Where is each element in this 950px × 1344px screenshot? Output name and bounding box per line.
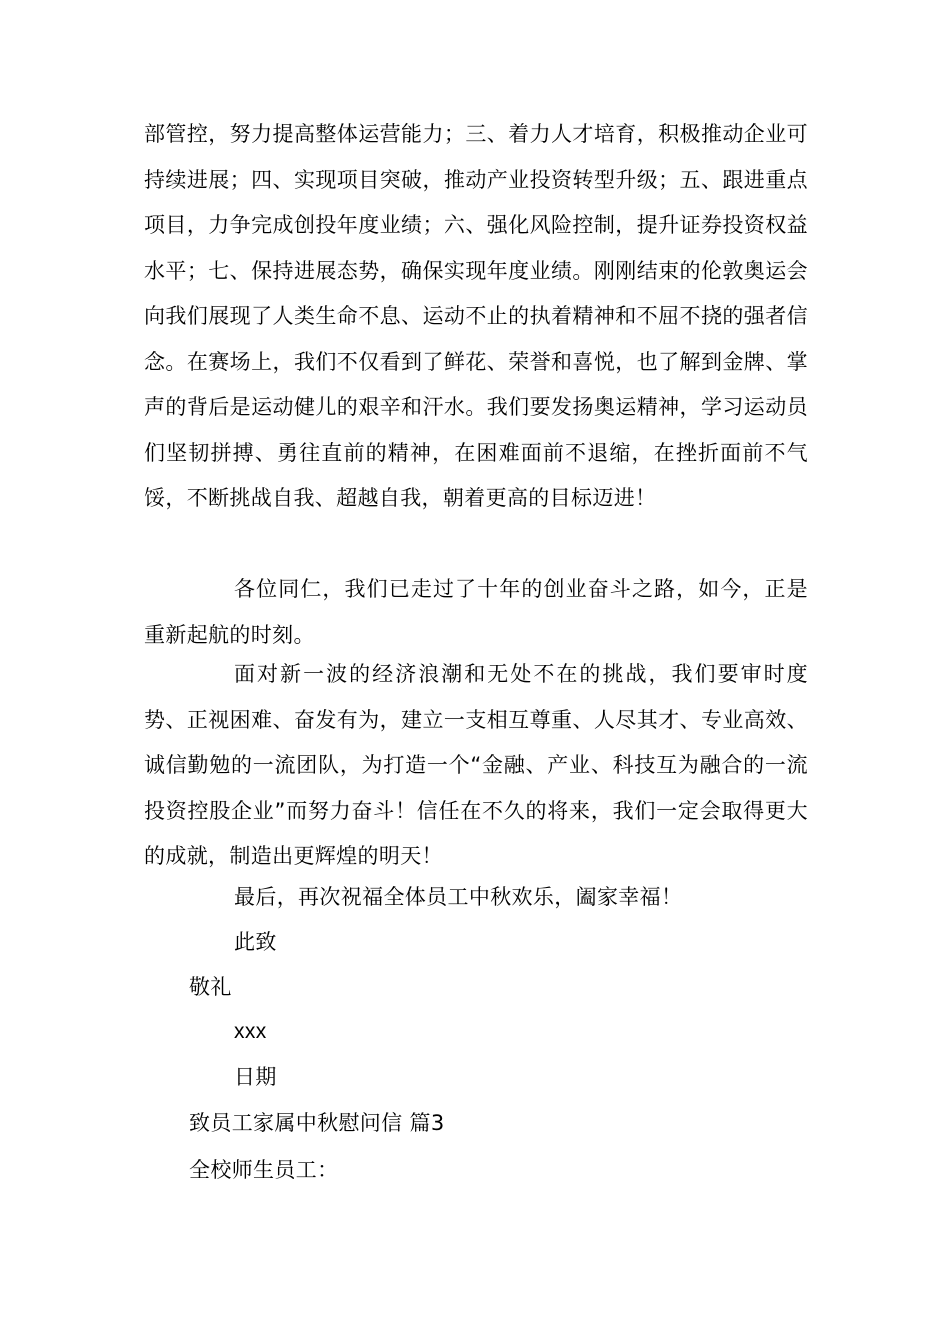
letter-greeting: 全校师生员工： xyxy=(189,1158,339,1182)
salutation-jing-li: 敬礼 xyxy=(189,975,232,999)
salutation-ci-zhi: 此致 xyxy=(234,930,277,954)
closing-wishes: 最后，再次祝福全体员工中秋欢乐，阖家幸福！ xyxy=(234,885,683,909)
signature: xxx xyxy=(234,1020,267,1043)
body-paragraph-1: 部管控，努力提高整体运营能力；三、着力人才培育，积极推动企业可持续进展；四、实现项目突破，推动产业投资转型升级；五、跟进重点项目，力争完成创投年度业绩；六、强化风险控制，提升证券投资权益水平；七、保持进展态势，确保实现年度业绩。刚刚结束的伦敦奥运会向我们展现了人类生命不息、运动不止的执着精神和不屈不挠的强者信念。在赛场上，我们不仅看到了鲜花、荣誉和喜悦，也了解到金牌、掌声的背后是运动健儿的艰辛和汗水。我们要发扬奥运精神，学习运动员们坚韧拼搏、勇往直前的精神，在困难面前不退缩，在挫折面前不气馁，不断挑战自我、超越自我，朝着更高的目标迈进！ xyxy=(144,122,808,510)
section-title: 致员工家属中秋慰问信 篇3 xyxy=(189,1111,445,1135)
body-paragraph-3: 面对新一波的经济浪潮和无处不在的挑战，我们要审时度势、正视困难、奋发有为，建立一支相互尊重、人尽其才、专业高效、诚信勤勉的一流团队，为打造一个“金融、产业、科技互为融合的一流投资控股企业”而努力奋斗！信任在不久的将来，我们一定会取得更大的成就，制造出更辉煌的明天！ xyxy=(144,662,808,868)
date-label: 日期 xyxy=(234,1065,277,1089)
body-paragraph-2: 各位同仁，我们已走过了十年的创业奋斗之路，如今，正是重新起航的时刻。 xyxy=(144,577,808,647)
